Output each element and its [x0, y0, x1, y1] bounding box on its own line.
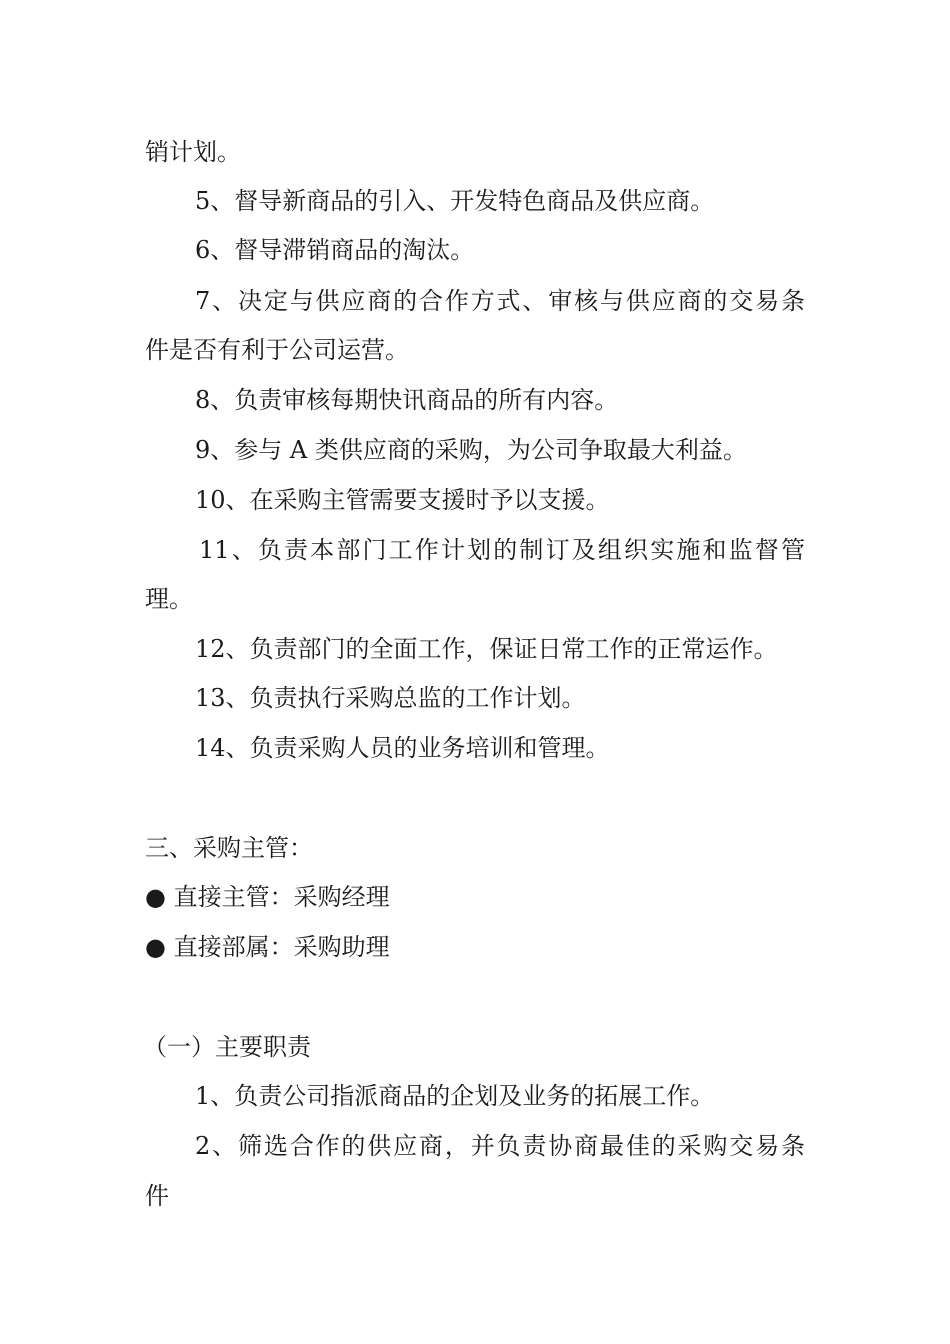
list-item-7: 7、决定与供应商的合作方式、审核与供应商的交易条: [195, 287, 805, 315]
list-item-11: 11、负责本部门工作计划的制订及组织实施和监督管: [199, 536, 805, 564]
list-item-12: 12、负责部门的全面工作，保证日常工作的正常运作。: [195, 635, 778, 663]
list-item-6: 6、督导滞销商品的淘汰。: [195, 236, 475, 264]
list-item-10: 10、在采购主管需要支援时予以支援。: [195, 486, 610, 514]
duty-item-2-cont: 件: [145, 1182, 169, 1210]
list-item-11-cont: 理。: [145, 585, 193, 613]
section-heading: 三、采购主管：: [145, 834, 313, 862]
list-item-7-cont: 件是否有利于公司运营。: [145, 336, 409, 364]
list-item-13: 13、负责执行采购总监的工作计划。: [195, 684, 586, 712]
list-item-14: 14、负责采购人员的业务培训和管理。: [195, 734, 610, 762]
duty-item-2: 2、筛选合作的供应商，并负责协商最佳的采购交易条: [195, 1132, 805, 1160]
subsection-heading: （一）主要职责: [143, 1033, 311, 1061]
bullet-direct-supervisor: ● 直接主管：采购经理: [145, 883, 390, 911]
list-item-9: 9、参与 A 类供应商的采购，为公司争取最大利益。: [195, 436, 747, 464]
list-item-5: 5、督导新商品的引入、开发特色商品及供应商。: [195, 187, 715, 215]
bullet-direct-subordinate: ● 直接部属：采购助理: [145, 933, 390, 961]
text-line-1: 销计划。: [145, 138, 241, 166]
list-item-8: 8、负责审核每期快讯商品的所有内容。: [195, 386, 619, 414]
duty-item-1: 1、负责公司指派商品的企划及业务的拓展工作。: [195, 1082, 715, 1110]
